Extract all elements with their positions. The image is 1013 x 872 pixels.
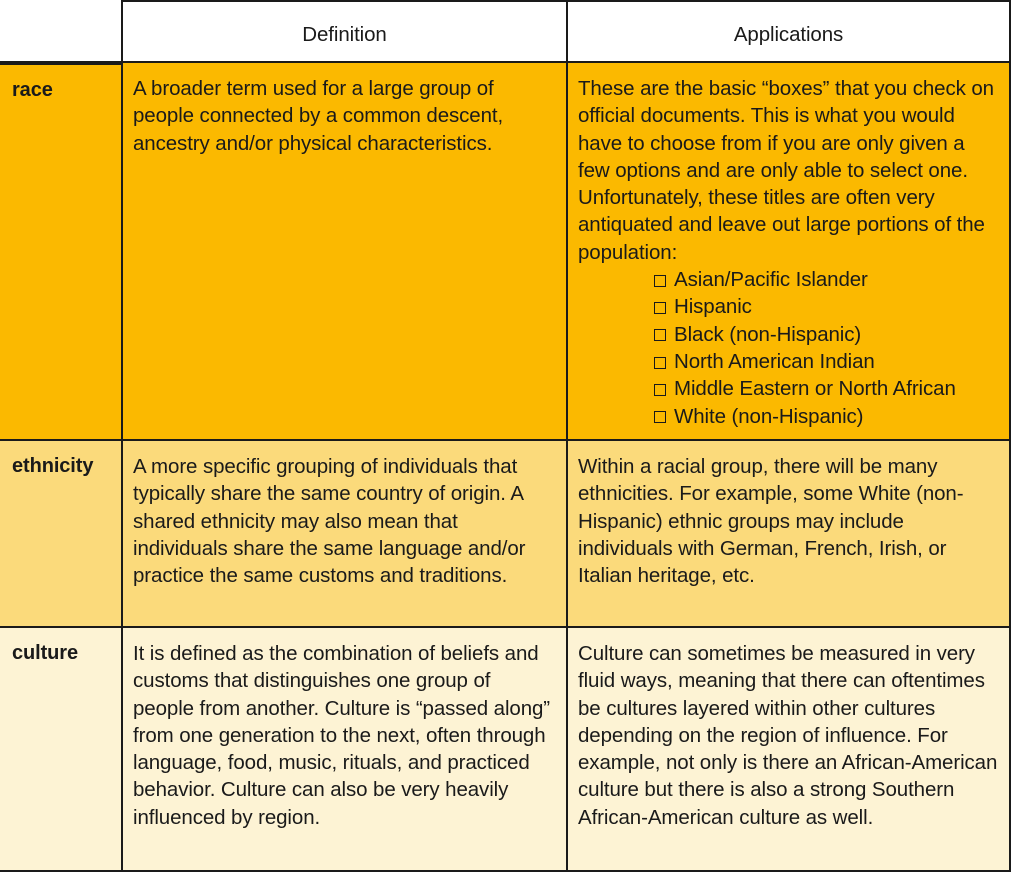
checkbox-square-icon bbox=[654, 411, 666, 423]
race-option-label: North American Indian bbox=[674, 349, 875, 373]
definition-ethnicity: A more specific grouping of individuals that typically share the same country of origin. A shared ethnicity may also mean that individuals share the same language and/or practice the same customs and traditions. bbox=[121, 441, 566, 626]
checkbox-square-icon bbox=[654, 357, 666, 369]
term-culture: culture bbox=[0, 628, 121, 870]
race-option bbox=[654, 375, 999, 402]
checkbox-square-icon bbox=[654, 384, 666, 396]
race-option-label: White (non-Hispanic) bbox=[674, 404, 864, 428]
race-options-list bbox=[578, 266, 999, 430]
checkbox-square-icon bbox=[654, 275, 666, 287]
race-option bbox=[654, 321, 999, 348]
definition-culture: It is defined as the combination of beliefs and customs that distinguishes one group of people from another. Culture is “passed along” from one generation to the next, often through language, food, music, rituals, and practiced behavior. Culture can also be very heavily influenced by region. bbox=[121, 628, 566, 870]
application-culture: Culture can sometimes be measured in very fluid ways, meaning that there can oftentimes be cultures layered within other cultures depending on the region of influence. For example, not only is there an African-American culture but there is also a strong Southern African-American culture as well. bbox=[566, 628, 1011, 870]
table-header-row bbox=[0, 0, 1011, 63]
table-row-culture bbox=[0, 628, 1011, 872]
application-ethnicity: Within a racial group, there will be many ethnicities. For example, some White (non-Hispanic) ethnic groups may include individuals with German, French, Irish, or Italian heritage, etc. bbox=[566, 441, 1011, 626]
checkbox-square-icon bbox=[654, 302, 666, 314]
table-row-race bbox=[0, 63, 1011, 441]
race-option-label: Asian/Pacific Islander bbox=[674, 268, 868, 292]
race-option-label: Black (non-Hispanic) bbox=[674, 322, 862, 346]
checkbox-square-icon bbox=[654, 329, 666, 341]
race-option bbox=[654, 348, 999, 375]
application-race bbox=[566, 63, 1011, 439]
race-option-label: Hispanic bbox=[674, 295, 752, 319]
race-option bbox=[654, 403, 999, 430]
term-ethnicity: ethnicity bbox=[0, 441, 121, 626]
race-option bbox=[654, 266, 999, 293]
race-option bbox=[654, 293, 999, 320]
definition-race: A broader term used for a large group of people connected by a common descent, ancestry and/or physical characteristics. bbox=[121, 63, 566, 439]
application-race-text: These are the basic “boxes” that you check on official documents. This is what you would have to choose from if you are only given a few options and are only able to select one. Unfortunately, these titles are often very antiquated and leave out large portions of the population: bbox=[578, 77, 994, 264]
table-row-ethnicity bbox=[0, 441, 1011, 628]
header-applications: Applications bbox=[566, 0, 1011, 61]
header-empty-cell bbox=[0, 0, 121, 61]
race-option-label: Middle Eastern or North African bbox=[674, 377, 956, 401]
header-definition: Definition bbox=[121, 0, 566, 61]
term-race: race bbox=[0, 63, 121, 439]
